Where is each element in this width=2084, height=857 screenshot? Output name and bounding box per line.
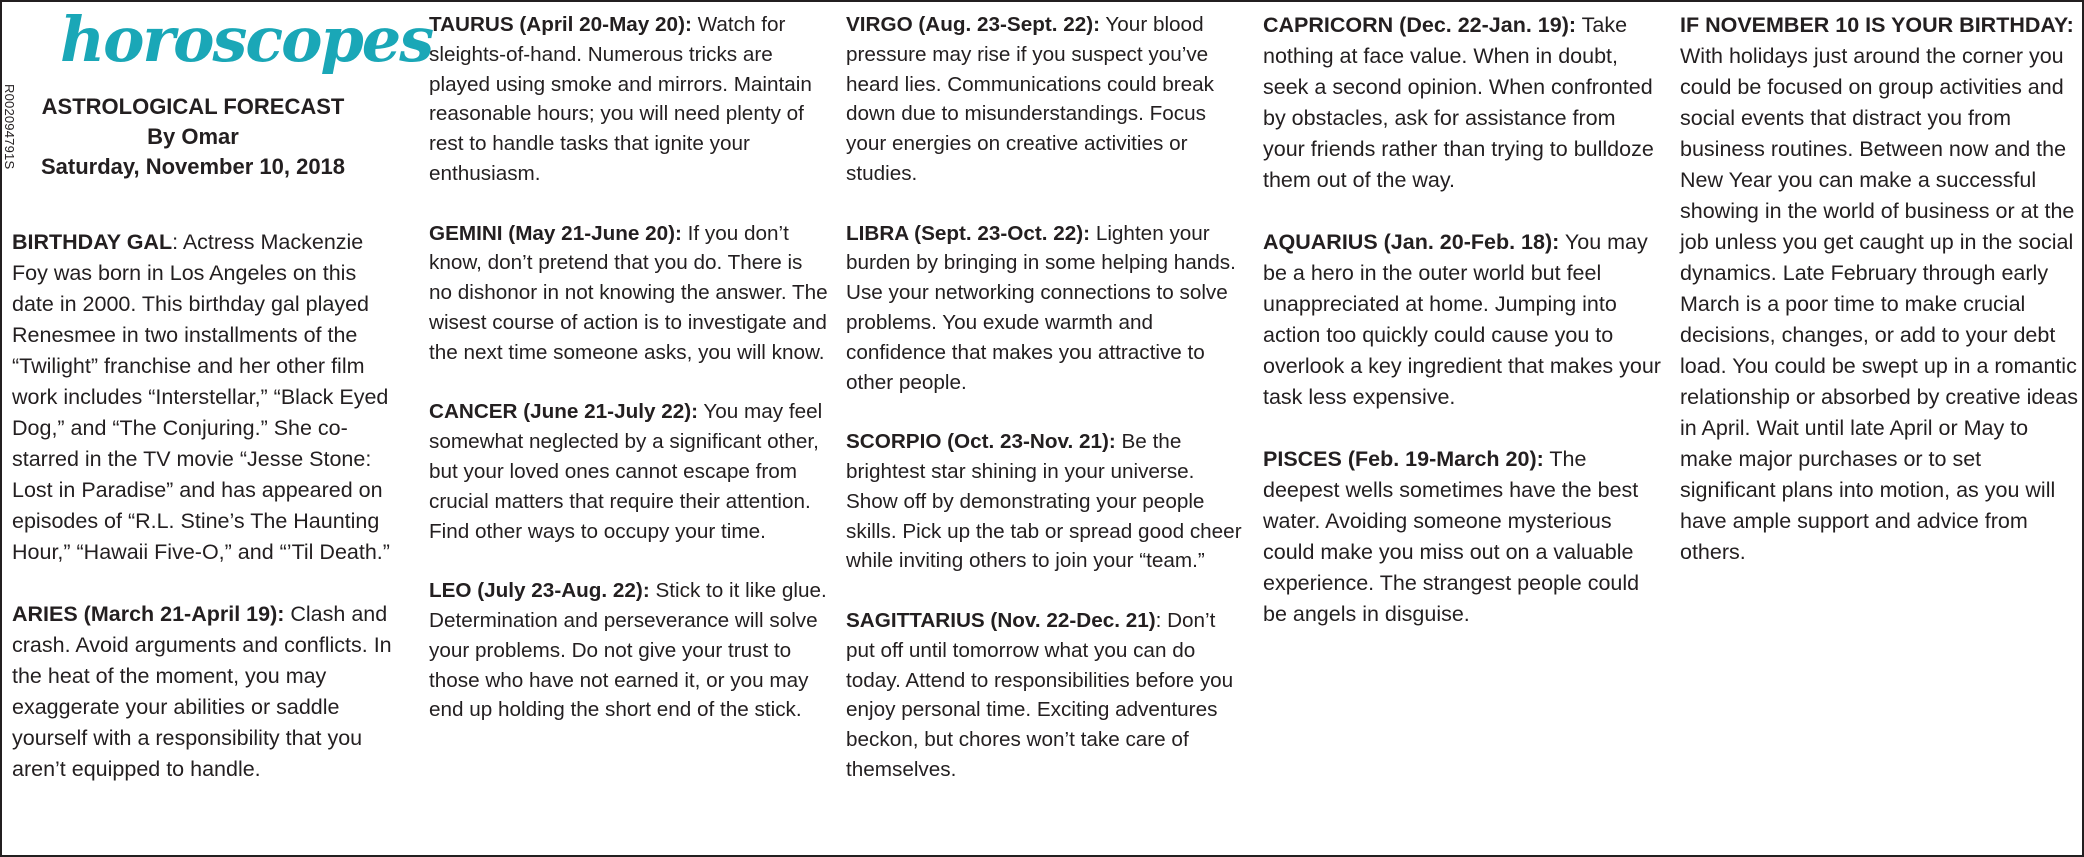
taurus-entry bbox=[429, 10, 829, 189]
column-2 bbox=[429, 10, 829, 755]
leo-entry bbox=[429, 576, 829, 725]
sagittarius-entry bbox=[846, 606, 1246, 785]
issue-date: Saturday, November 10, 2018 bbox=[40, 154, 346, 179]
horoscopes-logo: horoscopes bbox=[60, 3, 433, 76]
cancer-entry bbox=[429, 397, 829, 546]
entry-body: If you don’t know, don’t pretend that you do. There is no dishonor in not knowing the answer. The wisest course of action is to investigate and the next time someone asks, you will know. bbox=[429, 221, 828, 364]
entry-body: Lighten your burden by bringing in some helping hands. Use your networking connections to solve problems. You exude warmth and confidence that makes you attractive to other people. bbox=[846, 221, 1236, 394]
page-heading: ASTROLOGICAL FORECAST bbox=[41, 94, 345, 119]
entry-heading: SCORPIO (Oct. 23-Nov. 21): bbox=[846, 430, 1116, 454]
entry-body: : Don’t put off until tomorrow what you can do today. Attend to responsibilities before you enjoy personal time. Exciting adventures beckon, but chores won’t take care of themselves. bbox=[846, 608, 1234, 781]
entry-body: You may be a hero in the outer world but feel unappreciated at home. Jumping into action too quickly could cause you to overlook a key ingredient that makes your task less expensive. bbox=[1263, 230, 1661, 409]
entry-body: : Actress Mackenzie Foy was born in Los Angeles on this date in 2000. This birthday gal played Renesmee in two installments of the “Twilight” franchise and her other film work includes “Interstellar,” “Black Eyed Dog,” and “The Conjuring.” She co-starred in the TV movie “Jesse Stone: Lost in Paradise” and has appeared on episodes of “R.L. Stine’s The Haunting Hour,” “Hawaii Five-O,” and “’Til Death.” bbox=[12, 230, 390, 564]
entry-heading: LEO (July 23-Aug. 22): bbox=[429, 579, 650, 603]
entry-heading: IF NOVEMBER 10 IS YOUR BIRTHDAY: bbox=[1680, 13, 2074, 37]
side-id: R002094791S bbox=[2, 84, 17, 170]
gemini-entry bbox=[429, 219, 829, 368]
birthday-gal-entry bbox=[12, 227, 402, 568]
column-1 bbox=[12, 227, 402, 816]
entry-body: Clash and crash. Avoid arguments and conflicts. In the heat of the moment, you may exaggerate your abilities or saddle yourself with a responsibility that you aren’t equipped to handle. bbox=[12, 602, 392, 781]
libra-entry bbox=[846, 219, 1246, 398]
entry-heading: LIBRA (Sept. 23-Oct. 22): bbox=[846, 221, 1091, 245]
entry-body: Be the brightest star shining in your universe. Show off by demonstrating your people skills. Pick up the tab or spread good cheer while inviting others to join your “team.” bbox=[846, 430, 1242, 573]
entry-body: Watch for sleights-of-hand. Numerous tricks are played using smoke and mirrors. Maintain reasonable hours; you will need plenty of rest to handle tasks that ignite your enthusiasm. bbox=[429, 13, 812, 185]
entry-heading: AQUARIUS (Jan. 20-Feb. 18): bbox=[1263, 230, 1560, 254]
entry-heading: BIRTHDAY GAL bbox=[12, 230, 173, 254]
column-3 bbox=[846, 10, 1246, 815]
entry-heading: GEMINI (May 21-June 20): bbox=[429, 221, 682, 245]
virgo-entry bbox=[846, 10, 1246, 189]
entry-body: The deepest wells sometimes have the best water. Avoiding someone mysterious could make you miss out on a valuable experience. The strangest people could be angels in disguise. bbox=[1263, 447, 1640, 626]
entry-heading: CAPRICORN (Dec. 22-Jan. 19): bbox=[1263, 13, 1577, 37]
column-5 bbox=[1680, 10, 2078, 599]
entry-heading: ARIES (March 21-April 19): bbox=[12, 602, 285, 626]
aries-entry bbox=[12, 599, 402, 785]
entry-heading: VIRGO (Aug. 23-Sept. 22): bbox=[846, 13, 1101, 36]
entry-heading: CANCER (June 21-July 22): bbox=[429, 400, 698, 424]
aquarius-entry bbox=[1263, 227, 1663, 413]
entry-heading: SAGITTARIUS (Nov. 22-Dec. 21) bbox=[846, 608, 1156, 632]
entry-body: With holidays just around the corner you could be focused on group activities and social events that distract you from business routines. Between now and the New Year you can make a successful showing in the world of business or at the job unless you get caught up in the social dynamics. Late February through early March is a poor time to make crucial decisions, changes, or add to your debt load. You could be swept up in a romantic relationship or absorbed by creative ideas in April. Wait until late April or May to make major purchases or to set significant plans into motion, as you will have ample support and advice from others. bbox=[1680, 44, 2078, 564]
column-4 bbox=[1263, 10, 1663, 661]
entry-heading: TAURUS (April 20-May 20): bbox=[429, 13, 692, 36]
birthday-forecast-entry bbox=[1680, 10, 2078, 568]
entry-body: Stick to it like glue. Determination and perseverance will solve your problems. Do not give your trust to those who have not earned it, or you may end up holding the short end of the stick. bbox=[429, 579, 827, 722]
scorpio-entry bbox=[846, 427, 1246, 576]
entry-body: You may feel somewhat neglected by a significant other, but your loved ones cannot escape from crucial matters that require their attention. Find other ways to occupy your time. bbox=[429, 400, 823, 543]
masthead bbox=[18, 92, 368, 182]
entry-heading: PISCES (Feb. 19-March 20): bbox=[1263, 447, 1544, 471]
capricorn-entry bbox=[1263, 10, 1663, 196]
pisces-entry bbox=[1263, 444, 1663, 630]
entry-body: Your blood pressure may rise if you suspect you’ve heard lies. Communications could break down due to misunderstandings. Focus your energies on creative activities or studies. bbox=[846, 13, 1214, 185]
byline: By Omar bbox=[147, 124, 239, 149]
entry-body: Take nothing at face value. When in doubt, seek a second opinion. When confronted by obstacles, ask for assistance from your friends rather than trying to bulldoze them out of the way. bbox=[1263, 13, 1654, 192]
